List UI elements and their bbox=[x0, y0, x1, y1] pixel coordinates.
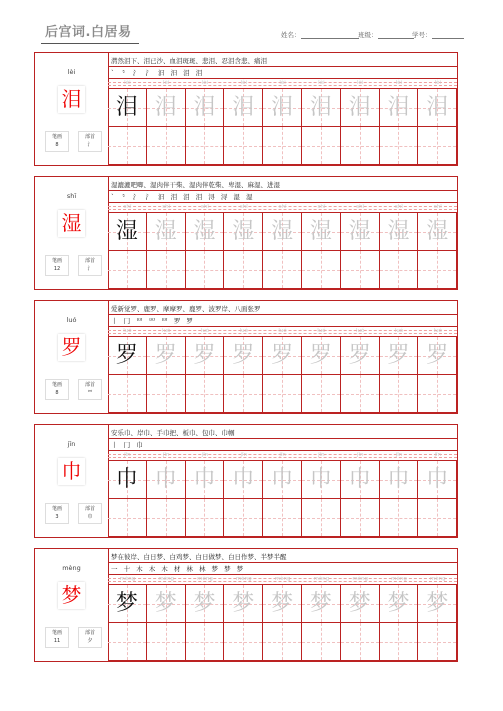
pinyin-guide: jīn bbox=[201, 452, 209, 458]
practice-cell[interactable] bbox=[186, 623, 225, 661]
char-pinyin: mèng bbox=[62, 564, 81, 572]
practice-cell[interactable] bbox=[108, 127, 147, 165]
stroke-count-box bbox=[45, 503, 69, 524]
practice-grid bbox=[108, 89, 457, 165]
practice-cell[interactable] bbox=[302, 213, 341, 251]
practice-cell[interactable] bbox=[263, 251, 302, 289]
pinyin-guide: mèng bbox=[391, 576, 407, 582]
practice-cell[interactable] bbox=[302, 461, 341, 499]
pinyin-guide: shī bbox=[239, 204, 248, 210]
practice-cell[interactable] bbox=[186, 585, 225, 623]
practice-cell[interactable] bbox=[108, 461, 147, 499]
radical-box bbox=[78, 627, 102, 648]
practice-cell[interactable] bbox=[186, 89, 225, 127]
pinyin-guide: luó bbox=[433, 328, 442, 334]
trace-char: 湿 bbox=[426, 219, 449, 244]
id-label: 学号： bbox=[412, 31, 432, 39]
model-char: 梦 bbox=[115, 591, 138, 616]
practice-cell[interactable] bbox=[380, 127, 419, 165]
trace-char: 罗 bbox=[154, 343, 177, 368]
id-blank bbox=[432, 31, 464, 39]
char-display: 湿 bbox=[58, 210, 85, 237]
practice-cell[interactable] bbox=[147, 127, 186, 165]
word-list: 安乐巾、岸巾、手巾把、板巾、包巾、巾帼 bbox=[111, 429, 235, 437]
practice-cell[interactable] bbox=[302, 89, 341, 127]
practice-cell[interactable] bbox=[341, 499, 380, 537]
char-pinyin: lèi bbox=[67, 68, 76, 76]
char-pinyin: shī bbox=[66, 192, 77, 200]
trace-char: 巾 bbox=[232, 467, 255, 492]
model-char: 罗 bbox=[115, 343, 138, 368]
practice-cell[interactable] bbox=[186, 337, 225, 375]
trace-char: 湿 bbox=[193, 219, 216, 244]
practice-cell[interactable] bbox=[147, 461, 186, 499]
trace-char: 巾 bbox=[154, 467, 177, 492]
trace-char: 梦 bbox=[348, 591, 371, 616]
practice-cell[interactable] bbox=[263, 213, 302, 251]
practice-cell[interactable] bbox=[302, 623, 341, 661]
practice-cell[interactable] bbox=[341, 337, 380, 375]
char-info-panel bbox=[35, 549, 109, 661]
stroke-order: ` ⺀ 氵 氵 汩 泪 泪 泪 浔 浔 湿 湿 bbox=[111, 193, 255, 201]
practice-cell[interactable] bbox=[380, 251, 419, 289]
practice-cell[interactable] bbox=[263, 89, 302, 127]
trace-char: 泪 bbox=[154, 95, 177, 120]
practice-cell[interactable] bbox=[418, 623, 457, 661]
practice-cell[interactable] bbox=[186, 127, 225, 165]
practice-cell[interactable] bbox=[418, 585, 457, 623]
class-label: 班级： bbox=[358, 31, 378, 39]
radical-value: 夕 bbox=[87, 638, 93, 644]
radical-box bbox=[78, 379, 102, 400]
practice-cell[interactable] bbox=[108, 89, 147, 127]
name-blank bbox=[301, 31, 359, 39]
trace-char: 泪 bbox=[309, 95, 332, 120]
practice-cell[interactable] bbox=[108, 585, 147, 623]
pinyin-guide: jīn bbox=[162, 452, 170, 458]
practice-cell[interactable] bbox=[147, 213, 186, 251]
char-display: 罗 bbox=[58, 334, 85, 361]
practice-cell[interactable] bbox=[302, 251, 341, 289]
radical-box bbox=[78, 255, 102, 276]
trace-char: 巾 bbox=[309, 467, 332, 492]
radical-box bbox=[78, 131, 102, 152]
pinyin-guide: jīn bbox=[279, 452, 286, 458]
char-info-panel bbox=[35, 425, 109, 537]
pinyin-guide: lèi bbox=[201, 80, 209, 86]
practice-cell[interactable] bbox=[108, 375, 147, 413]
practice-cell[interactable] bbox=[263, 585, 302, 623]
practice-cell[interactable] bbox=[418, 375, 457, 413]
trace-char: 泪 bbox=[193, 95, 216, 120]
word-list: 潸然泪下、泪已沙、血泪斑斑、悲泪、忍泪含悲、痛泪 bbox=[111, 57, 267, 65]
practice-cell[interactable] bbox=[108, 337, 147, 375]
trace-char: 罗 bbox=[426, 343, 449, 368]
trace-char: 泪 bbox=[387, 95, 410, 120]
practice-cell[interactable] bbox=[341, 213, 380, 251]
radical-value: 巾 bbox=[87, 514, 93, 520]
practice-cell[interactable] bbox=[147, 337, 186, 375]
stroke-order: ` ⺀ 氵 氵 汩 汩 泪 泪 bbox=[111, 69, 205, 77]
char-info-panel bbox=[35, 177, 109, 289]
stroke-label: 笔画 bbox=[51, 382, 62, 388]
practice-cell[interactable] bbox=[186, 499, 225, 537]
pinyin-guide: luó bbox=[394, 328, 404, 334]
char-block bbox=[34, 548, 458, 662]
practice-cell[interactable] bbox=[224, 623, 263, 661]
practice-cell[interactable] bbox=[224, 89, 263, 127]
practice-cell[interactable] bbox=[263, 375, 302, 413]
practice-cell[interactable] bbox=[263, 623, 302, 661]
char-pinyin: jīn bbox=[67, 440, 76, 448]
stroke-count-box bbox=[45, 131, 69, 152]
practice-cell[interactable] bbox=[302, 585, 341, 623]
practice-cell[interactable] bbox=[108, 251, 147, 289]
practice-cell[interactable] bbox=[147, 585, 186, 623]
practice-cell[interactable] bbox=[341, 585, 380, 623]
trace-char: 梦 bbox=[271, 591, 294, 616]
pinyin-row bbox=[108, 575, 457, 584]
pinyin-guide: mèng bbox=[274, 576, 291, 582]
model-char: 湿 bbox=[115, 219, 138, 244]
practice-cell[interactable] bbox=[186, 251, 225, 289]
model-char: 巾 bbox=[115, 467, 138, 492]
trace-char: 泪 bbox=[271, 95, 294, 120]
page-title: 后宫词.白居易 bbox=[41, 21, 139, 44]
pinyin-guide: luó bbox=[123, 328, 132, 334]
trace-char: 湿 bbox=[271, 219, 294, 244]
practice-cell[interactable] bbox=[186, 375, 225, 413]
practice-cell[interactable] bbox=[418, 461, 457, 499]
practice-cell[interactable] bbox=[341, 127, 380, 165]
practice-cell[interactable] bbox=[302, 375, 341, 413]
practice-cell[interactable] bbox=[380, 585, 419, 623]
pinyin-guide: shī bbox=[356, 204, 365, 210]
practice-cell[interactable] bbox=[108, 213, 147, 251]
name-field bbox=[281, 30, 359, 39]
char-block bbox=[34, 424, 458, 538]
practice-cell[interactable] bbox=[186, 213, 225, 251]
practice-cell[interactable] bbox=[147, 251, 186, 289]
stroke-label: 笔画 bbox=[51, 258, 62, 264]
stroke-count-box bbox=[45, 379, 69, 400]
practice-cell[interactable] bbox=[224, 585, 263, 623]
trace-char: 巾 bbox=[348, 467, 371, 492]
practice-grid bbox=[108, 213, 457, 289]
practice-cell[interactable] bbox=[263, 337, 302, 375]
practice-cell[interactable] bbox=[418, 337, 457, 375]
trace-char: 梦 bbox=[193, 591, 216, 616]
practice-cell[interactable] bbox=[380, 461, 419, 499]
radical-label: 部首 bbox=[84, 382, 95, 388]
practice-cell[interactable] bbox=[418, 127, 457, 165]
practice-cell[interactable] bbox=[108, 499, 147, 537]
trace-char: 湿 bbox=[309, 219, 332, 244]
practice-cell[interactable] bbox=[108, 623, 147, 661]
trace-char: 罗 bbox=[193, 343, 216, 368]
practice-cell[interactable] bbox=[380, 89, 419, 127]
radical-value: 氵 bbox=[87, 266, 93, 272]
name-label: 姓名： bbox=[281, 31, 301, 39]
practice-cell[interactable] bbox=[418, 251, 457, 289]
practice-cell[interactable] bbox=[418, 499, 457, 537]
char-info-panel bbox=[35, 301, 109, 413]
stroke-count: 3 bbox=[55, 514, 59, 520]
word-list: 湿漉漉吧唧、湿肉伴干柴、湿肉伴乾柴、卑湿、麻湿、进湿 bbox=[111, 181, 280, 189]
practice-cell[interactable] bbox=[224, 251, 263, 289]
practice-cell[interactable] bbox=[380, 499, 419, 537]
pinyin-guide: mèng bbox=[119, 576, 136, 582]
practice-cell[interactable] bbox=[224, 499, 263, 537]
char-display: 梦 bbox=[58, 582, 85, 609]
stroke-label: 笔画 bbox=[51, 630, 62, 636]
stroke-order: 丨 冂 罒 罒 罒 罗 罗 bbox=[111, 317, 195, 325]
pinyin-guide: lèi bbox=[240, 80, 248, 86]
practice-cell[interactable] bbox=[147, 499, 186, 537]
pinyin-guide: mèng bbox=[158, 576, 175, 582]
trace-char: 梦 bbox=[387, 591, 410, 616]
trace-char: 巾 bbox=[426, 467, 449, 492]
trace-char: 罗 bbox=[232, 343, 255, 368]
stroke-count: 11 bbox=[53, 638, 61, 644]
trace-char: 巾 bbox=[387, 467, 410, 492]
practice-cell[interactable] bbox=[380, 375, 419, 413]
practice-cell[interactable] bbox=[186, 461, 225, 499]
radical-value: 罒 bbox=[87, 390, 93, 396]
pinyin-guide: shī bbox=[162, 204, 171, 210]
model-char: 泪 bbox=[115, 95, 138, 120]
trace-char: 湿 bbox=[154, 219, 177, 244]
practice-cell[interactable] bbox=[224, 375, 263, 413]
radical-value: 氵 bbox=[87, 142, 93, 148]
practice-cell[interactable] bbox=[418, 213, 457, 251]
trace-char: 湿 bbox=[348, 219, 371, 244]
practice-cell[interactable] bbox=[302, 337, 341, 375]
practice-cell[interactable] bbox=[380, 213, 419, 251]
trace-char: 湿 bbox=[387, 219, 410, 244]
trace-char: 梦 bbox=[232, 591, 255, 616]
trace-char: 罗 bbox=[348, 343, 371, 368]
pinyin-guide: lèi bbox=[395, 80, 403, 86]
word-list: 梦在彼岸、白日梦、白鸡梦、白日做梦、白日作梦、半梦半醒 bbox=[111, 553, 287, 561]
practice-cell[interactable] bbox=[147, 623, 186, 661]
radical-label: 部首 bbox=[84, 630, 95, 636]
practice-cell[interactable] bbox=[224, 337, 263, 375]
pinyin-row bbox=[108, 451, 457, 460]
practice-cell[interactable] bbox=[302, 499, 341, 537]
practice-cell[interactable] bbox=[224, 213, 263, 251]
pinyin-guide: jīn bbox=[395, 452, 403, 458]
char-display: 巾 bbox=[58, 458, 85, 485]
practice-cell[interactable] bbox=[341, 461, 380, 499]
radical-label: 部首 bbox=[84, 506, 95, 512]
pinyin-guide: lèi bbox=[356, 80, 364, 86]
char-display: 泪 bbox=[58, 86, 85, 113]
pinyin-guide: lèi bbox=[162, 80, 170, 86]
practice-panel bbox=[108, 549, 457, 661]
pinyin-row bbox=[108, 203, 457, 212]
pinyin-guide: mèng bbox=[235, 576, 252, 582]
practice-cell[interactable] bbox=[302, 127, 341, 165]
pinyin-guide: luó bbox=[278, 328, 287, 334]
practice-panel bbox=[108, 425, 457, 537]
practice-cell[interactable] bbox=[263, 499, 302, 537]
practice-grid bbox=[108, 337, 457, 413]
practice-panel bbox=[108, 177, 457, 289]
trace-char: 罗 bbox=[271, 343, 294, 368]
stroke-label: 笔画 bbox=[51, 134, 62, 140]
practice-grid bbox=[108, 461, 457, 537]
practice-cell[interactable] bbox=[341, 623, 380, 661]
pinyin-guide: jīn bbox=[356, 452, 364, 458]
pinyin-guide: jīn bbox=[124, 452, 131, 458]
char-info-panel bbox=[35, 53, 109, 165]
pinyin-guide: lèi bbox=[279, 80, 286, 86]
char-pinyin: luó bbox=[66, 316, 77, 324]
pinyin-guide: shī bbox=[433, 204, 442, 210]
id-field bbox=[412, 30, 464, 39]
practice-cell[interactable] bbox=[418, 89, 457, 127]
pinyin-guide: shī bbox=[123, 204, 132, 210]
pinyin-guide: jīn bbox=[318, 452, 325, 458]
radical-label: 部首 bbox=[84, 258, 95, 264]
class-blank bbox=[378, 31, 414, 39]
practice-panel bbox=[108, 53, 457, 165]
pinyin-guide: lèi bbox=[318, 80, 325, 86]
practice-cell[interactable] bbox=[224, 127, 263, 165]
practice-panel bbox=[108, 301, 457, 413]
practice-cell[interactable] bbox=[147, 89, 186, 127]
practice-cell[interactable] bbox=[341, 375, 380, 413]
practice-cell[interactable] bbox=[224, 461, 263, 499]
pinyin-guide: shī bbox=[278, 204, 287, 210]
trace-char: 罗 bbox=[387, 343, 410, 368]
pinyin-guide: jīn bbox=[240, 452, 248, 458]
trace-char: 泪 bbox=[232, 95, 255, 120]
trace-char: 罗 bbox=[309, 343, 332, 368]
practice-cell[interactable] bbox=[263, 461, 302, 499]
pinyin-guide: mèng bbox=[313, 576, 330, 582]
char-block bbox=[34, 300, 458, 414]
pinyin-guide: luó bbox=[200, 328, 210, 334]
pinyin-guide: luó bbox=[162, 328, 171, 334]
char-block bbox=[34, 52, 458, 166]
pinyin-guide: jīn bbox=[434, 452, 442, 458]
stroke-count-box bbox=[45, 255, 69, 276]
practice-cell[interactable] bbox=[341, 251, 380, 289]
radical-label: 部首 bbox=[84, 134, 95, 140]
word-list: 爱新觉罗、鹿罗、摩摩罗、鹿罗、波罗岸、八面张罗 bbox=[111, 305, 261, 313]
radical-box bbox=[78, 503, 102, 524]
trace-char: 梦 bbox=[154, 591, 177, 616]
pinyin-guide: mèng bbox=[429, 576, 446, 582]
trace-char: 泪 bbox=[348, 95, 371, 120]
stroke-count: 8 bbox=[55, 390, 59, 396]
pinyin-row bbox=[108, 327, 457, 336]
practice-cell[interactable] bbox=[380, 337, 419, 375]
trace-char: 巾 bbox=[271, 467, 294, 492]
char-block bbox=[34, 176, 458, 290]
practice-cell[interactable] bbox=[380, 623, 419, 661]
trace-char: 巾 bbox=[193, 467, 216, 492]
pinyin-guide: mèng bbox=[352, 576, 369, 582]
practice-grid bbox=[108, 585, 457, 661]
practice-cell[interactable] bbox=[147, 375, 186, 413]
pinyin-guide: lèi bbox=[124, 80, 131, 86]
stroke-count: 12 bbox=[53, 266, 61, 272]
stroke-count: 8 bbox=[55, 142, 59, 148]
trace-char: 泪 bbox=[426, 95, 449, 120]
class-field bbox=[358, 30, 414, 39]
stroke-order: 一 十 木 木 木 材 林 林 梦 梦 梦 bbox=[111, 565, 246, 573]
pinyin-guide: lèi bbox=[434, 80, 442, 86]
pinyin-guide: shī bbox=[201, 204, 209, 210]
practice-cell[interactable] bbox=[341, 89, 380, 127]
trace-char: 湿 bbox=[232, 219, 255, 244]
trace-char: 梦 bbox=[426, 591, 449, 616]
pinyin-guide: shī bbox=[317, 204, 326, 210]
stroke-label: 笔画 bbox=[51, 506, 62, 512]
trace-char: 梦 bbox=[309, 591, 332, 616]
pinyin-guide: shī bbox=[395, 204, 403, 210]
pinyin-row bbox=[108, 79, 457, 88]
pinyin-guide: luó bbox=[239, 328, 248, 334]
pinyin-guide: luó bbox=[317, 328, 326, 334]
pinyin-guide: mèng bbox=[197, 576, 213, 582]
pinyin-guide: luó bbox=[356, 328, 365, 334]
stroke-count-box bbox=[45, 627, 69, 648]
stroke-order: 丨 冂 巾 bbox=[111, 441, 145, 449]
practice-cell[interactable] bbox=[263, 127, 302, 165]
